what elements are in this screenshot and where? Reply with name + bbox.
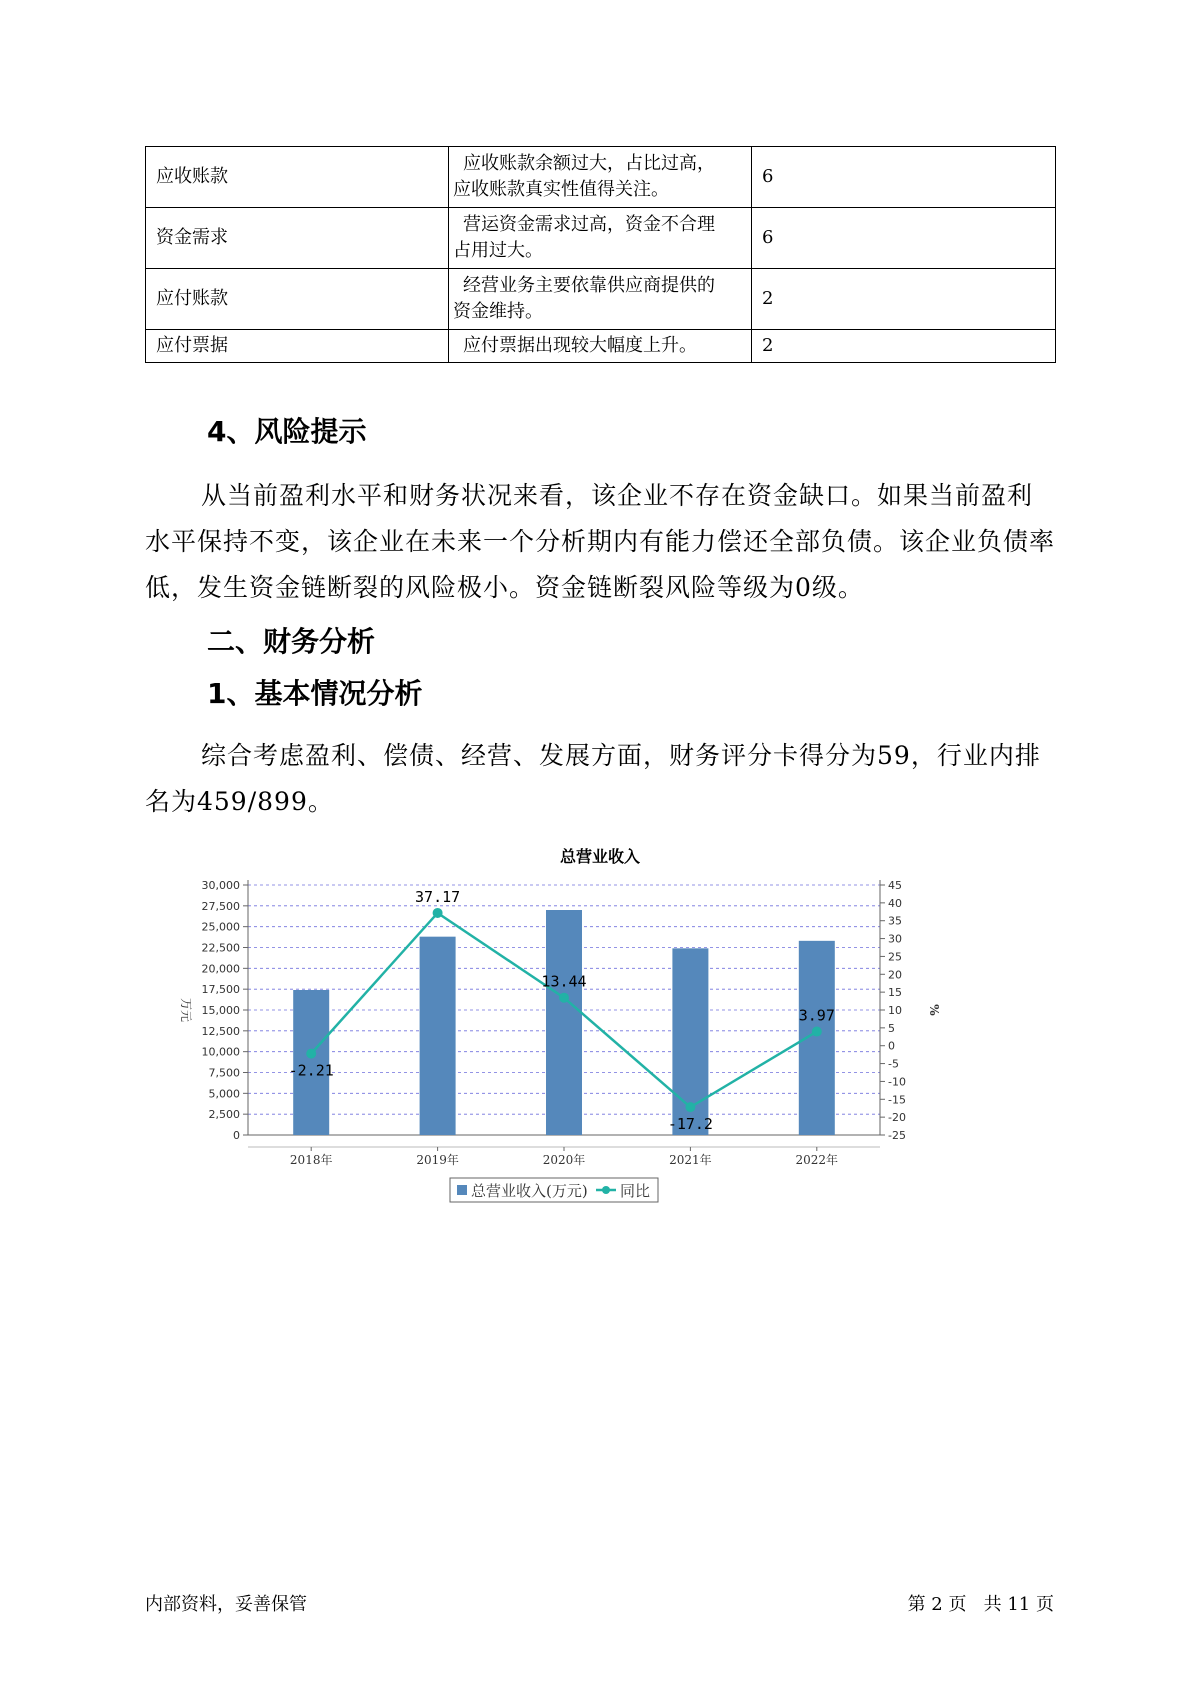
y-tick-label: 7,500 xyxy=(208,1066,240,1080)
basic-analysis-heading: 1、基本情况分析 xyxy=(207,677,423,710)
y2-tick-label: -5 xyxy=(888,1057,899,1071)
y2-tick-label: -10 xyxy=(888,1075,906,1089)
x-tick-label: 2022年 xyxy=(795,1153,839,1167)
y-tick-label: 12,500 xyxy=(201,1024,240,1038)
chart-title: 总营业收入 xyxy=(559,847,641,866)
risk-description-line: 占用过大。 xyxy=(453,240,543,261)
y2-tick-label: -15 xyxy=(888,1093,906,1107)
yoy-point xyxy=(433,908,443,918)
y-tick-label: 22,500 xyxy=(201,941,240,955)
risk-description-line: 资金维持。 xyxy=(453,301,543,322)
y2-tick-label: 40 xyxy=(888,896,902,910)
y2-tick-label: 20 xyxy=(888,968,902,982)
risk-description-line: 应付票据出现较大幅度上升。 xyxy=(463,334,697,356)
y-tick-label: 27,500 xyxy=(201,899,240,913)
x-tick-label: 2020年 xyxy=(542,1153,586,1167)
risk-description-line: 营运资金需求过高，资金不合理 xyxy=(463,213,715,235)
x-tick-label: 2019年 xyxy=(416,1153,459,1167)
x-tick-label: 2018年 xyxy=(289,1153,333,1167)
basic-analysis-paragraph: 综合考虑盈利、偿债、经营、发展方面，财务评分卡得分为59，行业内排名为459/899。 xyxy=(145,741,1041,816)
y-tick-label: 5,000 xyxy=(208,1087,240,1101)
y2-tick-label: 45 xyxy=(888,879,902,892)
risk-item: 应付账款 xyxy=(146,269,449,330)
y2-tick-label: -20 xyxy=(888,1111,906,1125)
risk-description xyxy=(449,208,752,269)
yoy-point xyxy=(306,1049,316,1059)
yoy-point xyxy=(559,993,569,1003)
revenue-bar xyxy=(420,937,456,1135)
risk-score: 2 xyxy=(752,269,1056,330)
risk-description xyxy=(449,269,752,330)
yoy-data-label: -2.21 xyxy=(288,1061,334,1080)
footer-page-number: 第 2 页 共 11 页 xyxy=(907,1594,1054,1615)
y-tick-label: 17,500 xyxy=(201,983,240,997)
part-2-heading: 二、财务分析 xyxy=(207,625,376,658)
x-tick-label: 2021年 xyxy=(669,1153,712,1167)
risk-item: 应付票据 xyxy=(146,330,449,363)
y-axis-label: 万元 xyxy=(179,997,193,1023)
risk-table xyxy=(145,146,1056,363)
y-tick-label: 2,500 xyxy=(208,1108,240,1122)
risk-item: 应收账款 xyxy=(146,147,449,208)
risk-description-line: 经营业务主要依靠供应商提供的 xyxy=(463,274,715,296)
risk-item: 资金需求 xyxy=(146,208,449,269)
risk-table-row xyxy=(146,269,1056,330)
yoy-data-label: 3.97 xyxy=(798,1006,835,1025)
y2-tick-label: 10 xyxy=(888,1004,902,1017)
legend-bar-label: 总营业收入(万元) xyxy=(471,1182,588,1200)
yoy-point xyxy=(685,1102,695,1112)
risk-table-row xyxy=(146,208,1056,269)
y-tick-label: 25,000 xyxy=(201,920,240,934)
y-tick-label: 0 xyxy=(233,1129,240,1142)
risk-table-row xyxy=(146,147,1056,208)
yoy-data-label: 37.17 xyxy=(415,887,461,906)
risk-description-line: 应收账款余额过大，占比过高， xyxy=(463,152,715,174)
y2-tick-label: 35 xyxy=(888,914,902,928)
revenue-chart xyxy=(160,840,1040,1310)
y2-tick-label: 15 xyxy=(888,986,902,1000)
risk-table-row xyxy=(146,330,1056,363)
risk-description-line: 应收账款真实性值得关注。 xyxy=(453,179,669,200)
yoy-data-label: 13.44 xyxy=(541,972,587,991)
y2-tick-label: 30 xyxy=(888,932,902,946)
y2-tick-label: 5 xyxy=(888,1021,895,1035)
legend-line-label: 同比 xyxy=(620,1182,651,1200)
risk-description xyxy=(449,330,752,363)
y-tick-label: 15,000 xyxy=(201,1004,240,1017)
y2-tick-label: -25 xyxy=(888,1129,906,1142)
section-4-heading: 4、风险提示 xyxy=(207,415,367,448)
y2-tick-label: 25 xyxy=(888,950,902,964)
risk-paragraph: 从当前盈利水平和财务状况来看，该企业不存在资金缺口。如果当前盈利水平保持不变，该企业在未来一个分析期内有能力偿还全部负债。该企业负债率低，发生资金链断裂的风险极小。资金链断裂风险等级为0级。 xyxy=(145,481,1056,602)
y2-tick-label: 0 xyxy=(888,1039,895,1053)
risk-score: 6 xyxy=(752,208,1056,269)
revenue-chart-svg xyxy=(160,840,1040,1310)
legend-line-marker xyxy=(602,1186,610,1194)
y-tick-label: 10,000 xyxy=(201,1045,240,1059)
footer-confidential: 内部资料，妥善保管 xyxy=(145,1594,307,1615)
revenue-bar xyxy=(546,910,582,1135)
yoy-data-label: -17.2 xyxy=(667,1115,713,1134)
risk-score: 2 xyxy=(752,330,1056,363)
yoy-point xyxy=(812,1027,822,1037)
y-tick-label: 20,000 xyxy=(201,962,240,976)
risk-description xyxy=(449,147,752,208)
y2-axis-label: % xyxy=(927,1004,941,1016)
legend-bar-swatch xyxy=(457,1185,467,1195)
y-tick-label: 30,000 xyxy=(201,879,240,892)
risk-score: 6 xyxy=(752,147,1056,208)
